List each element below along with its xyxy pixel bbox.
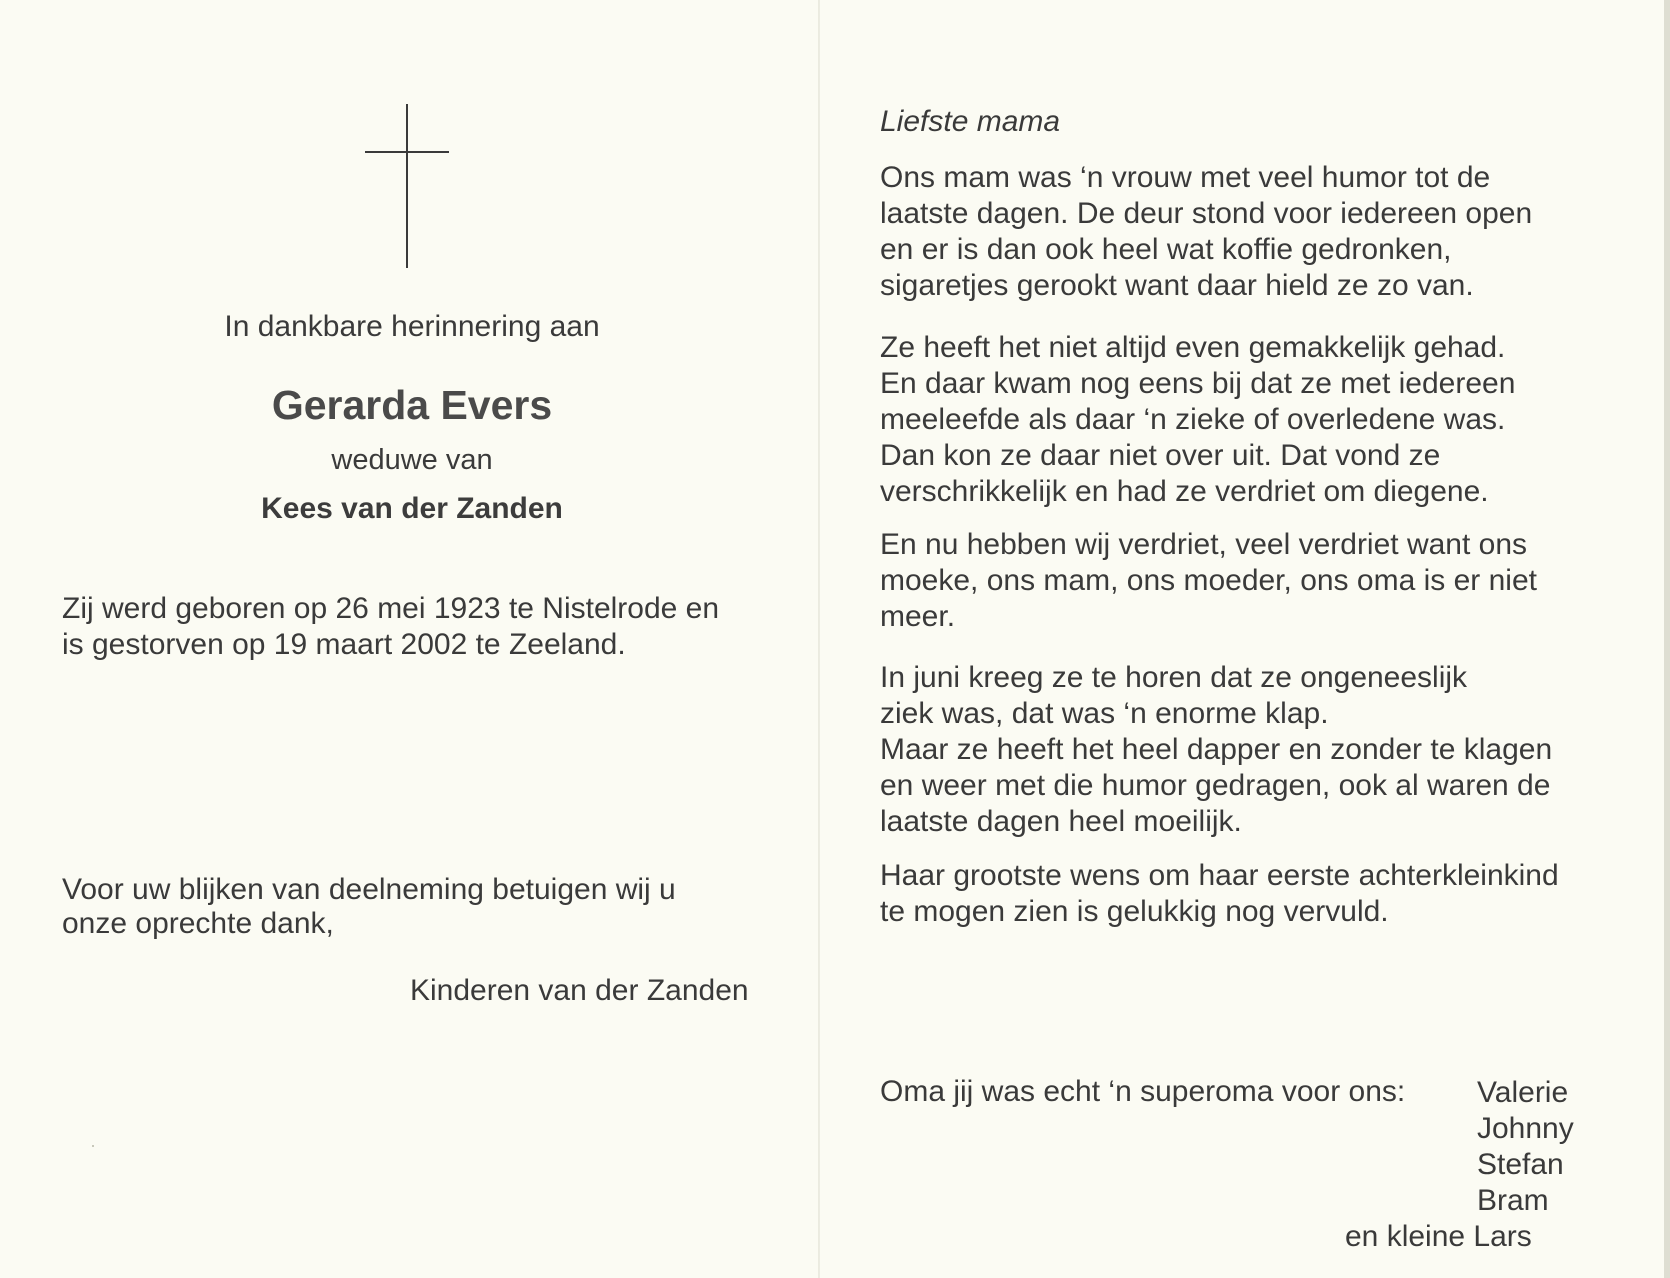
paragraph-line: meeleefde als daar ‘n zieke of overledene was. [880,403,1506,436]
grandchild-name: Bram [1477,1184,1549,1217]
grandchild-name: Stefan [1477,1148,1564,1181]
birth-death-text [62,591,719,663]
grandchild-name: Johnny [1477,1112,1574,1145]
greeting-text: Liefste mama [880,105,1061,138]
paragraph-line: laatste dagen. De deur stond voor iedereen open [880,197,1533,230]
paragraph-line: Ons mam was ‘n vrouw met veel humor tot de [880,161,1491,194]
grandchild-name: Valerie [1477,1076,1569,1109]
paragraph-line: laatste dagen heel moeilijk. [880,805,1242,838]
paragraph-line: moeke, ons mam, ons moeder, ons oma is er niet [880,564,1537,597]
paragraph-line: te mogen zien is gelukkig nog vervuld. [880,895,1389,928]
paragraph-line: sigaretjes gerookt want daar hield ze zo van. [880,269,1474,302]
paragraph-line: En nu hebben wij verdriet, veel verdriet want ons [880,528,1528,561]
paragraph-line: Ze heeft het niet altijd even gemakkelijk gehad. [880,331,1506,364]
paragraph-line: In juni kreeg ze te horen dat ze ongeneeslijk [880,661,1468,694]
grandchildren-list [1345,1075,1574,1255]
intro-text: In dankbare herinnering aan [224,310,600,343]
thanks-line: onze oprechte dank, [62,907,334,940]
paragraph-line: En daar kwam nog eens bij dat ze met iedereen [880,367,1516,400]
cross-horizontal-bar [365,151,449,153]
deceased-name: Gerarda Evers [271,382,553,428]
thanks-line: Voor uw blijken van deelneming betuigen wij u [62,873,676,906]
widow-of-text: weduwe van [331,444,493,476]
paragraph-line: meer. [880,600,956,633]
paragraph-line: ziek was, dat was ‘n enorme klap. [880,697,1329,730]
spouse-name: Kees van der Zanden [261,492,563,525]
cross-icon [365,104,449,268]
paragraph-line: Haar grootste wens om haar eerste achterkleinkind [880,859,1559,892]
paragraph-line: verschrikkelijk en had ze verdriet om diegene. [880,475,1489,508]
card-fold [818,0,820,1278]
paragraph-line: Dan kon ze daar niet over uit. Dat vond ze [880,439,1441,472]
paragraph-3 [880,527,1537,635]
paragraph-1 [880,160,1532,304]
paragraph-line: en er is dan ook heel wat koffie gedronken, [880,233,1452,266]
thanks-text [62,873,676,941]
last-grandchild: en kleine Lars [1345,1220,1532,1253]
paper-speck [92,1145,94,1147]
birth-line: Zij werd geboren op 26 mei 1923 te Nistelrode en [62,592,720,625]
paragraph-4 [880,660,1552,840]
paragraph-line: en weer met die humor gedragen, ook al waren de [880,769,1551,802]
death-line: is gestorven op 19 maart 2002 te Zeeland. [62,628,626,661]
card-edge [1664,0,1670,1278]
paragraph-2 [880,330,1515,510]
paragraph-line: Maar ze heeft het heel dapper en zonder te klagen [880,733,1553,766]
paragraph-5 [880,858,1559,930]
oma-dedication: Oma jij was echt ‘n superoma voor ons: [880,1075,1406,1108]
signature-text: Kinderen van der Zanden [410,974,749,1007]
cross-vertical-bar [406,104,408,268]
